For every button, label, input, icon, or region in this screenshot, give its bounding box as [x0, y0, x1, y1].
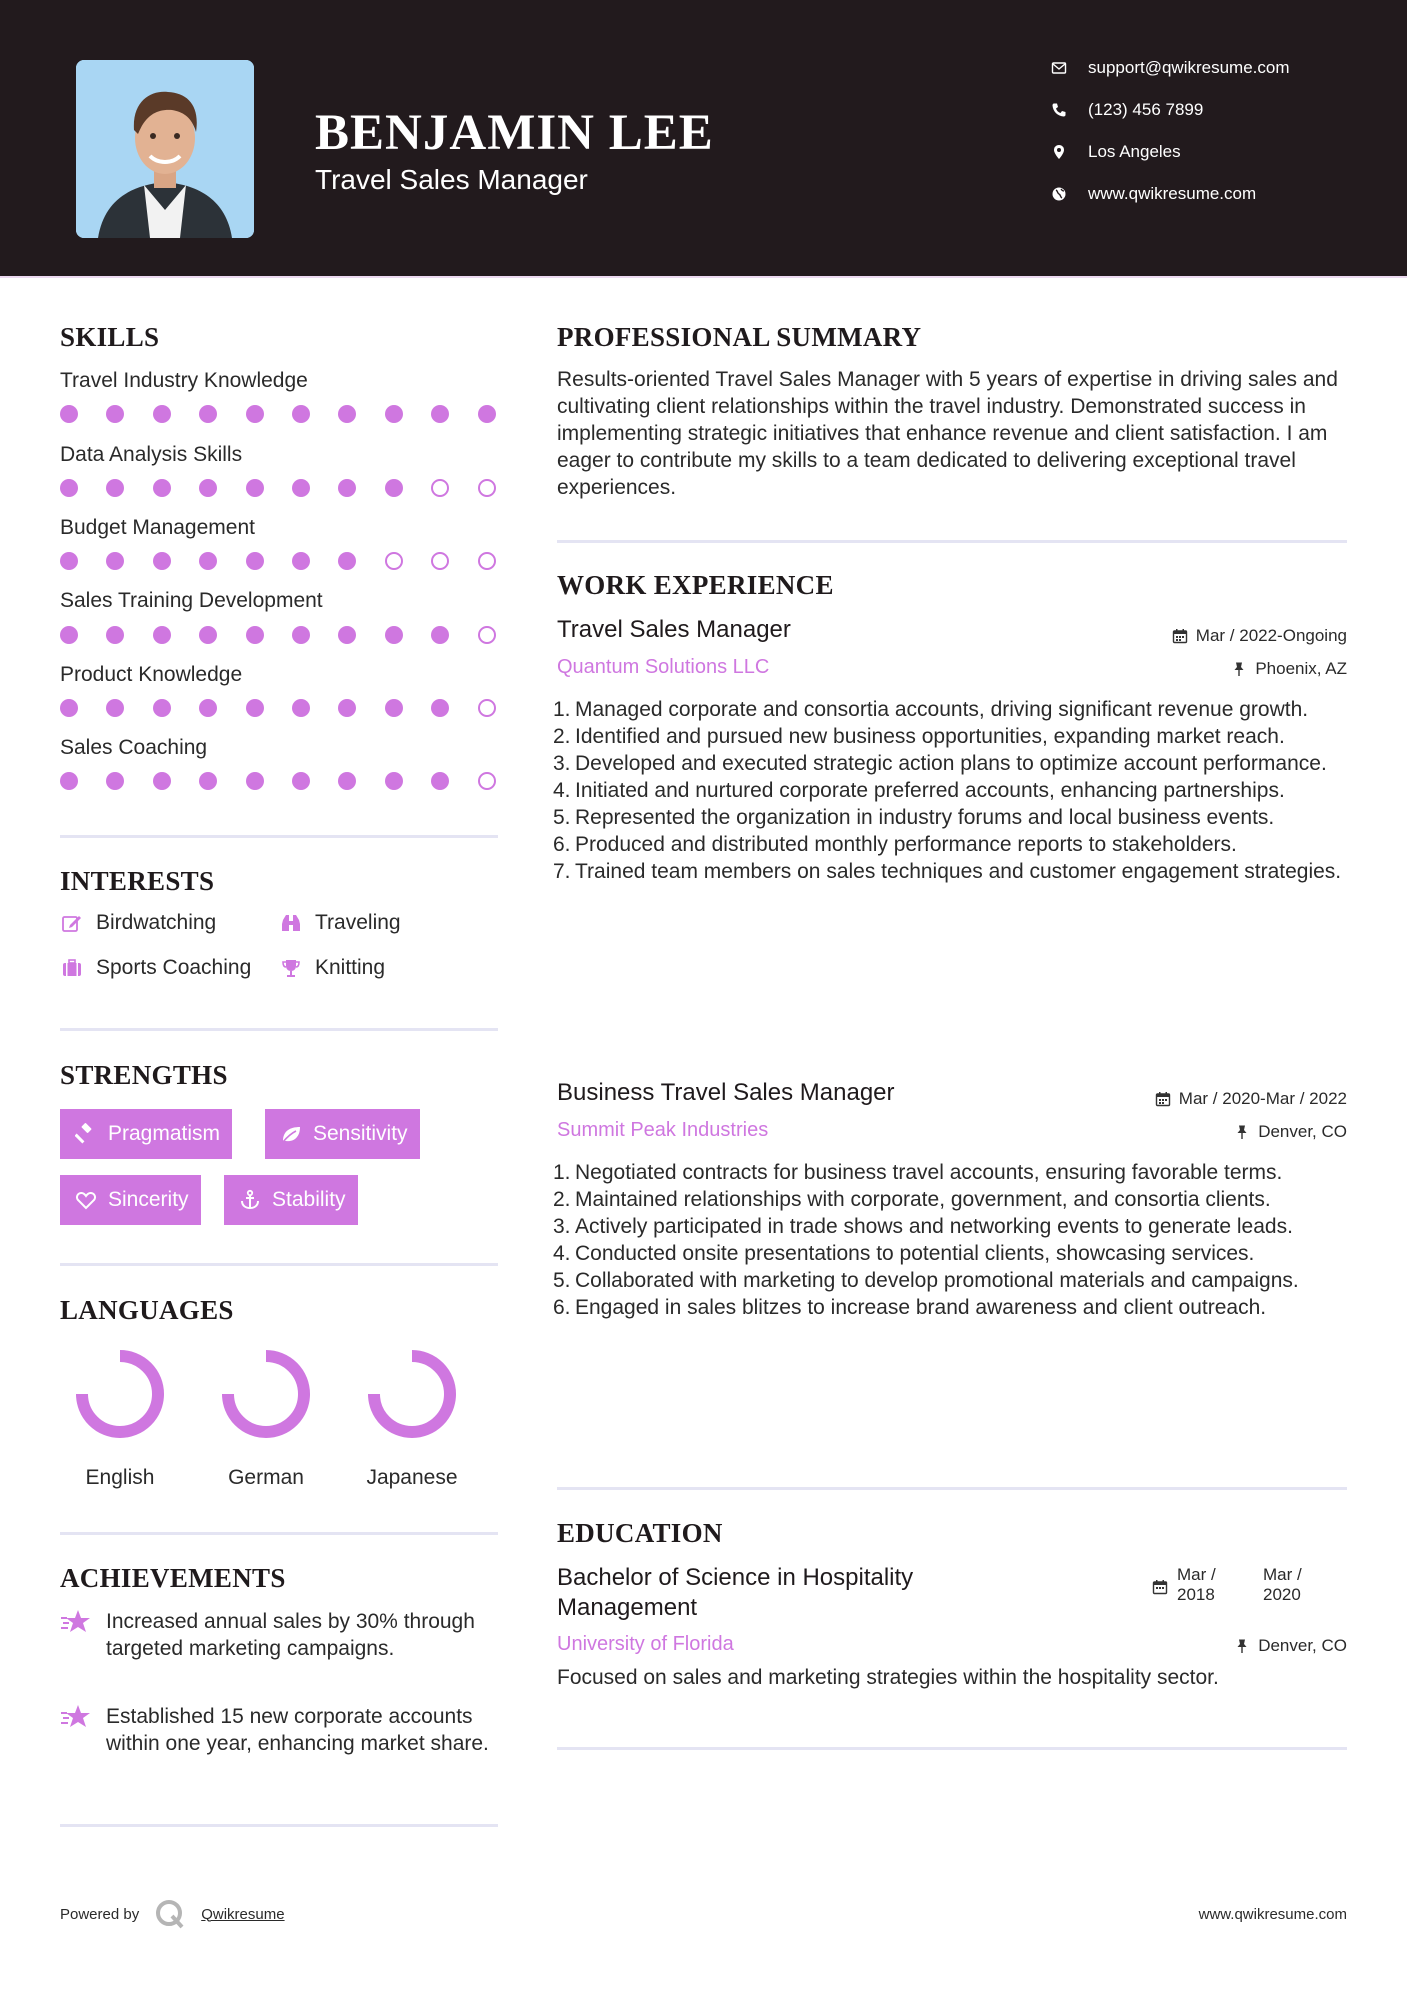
education-location: Denver, CO — [1234, 1636, 1347, 1656]
list-item: 3. Actively participated in trade shows and networking events to generate leads. — [553, 1215, 1293, 1238]
list-item: 4. Initiated and nurtured corporate preferred accounts, enhancing partnerships. — [553, 779, 1285, 802]
rating-dot-filled — [60, 405, 78, 423]
rating-dot-filled — [106, 699, 124, 717]
experience-heading: WORK EXPERIENCE — [557, 570, 834, 600]
rating-dot-filled — [385, 626, 403, 644]
skills-heading: SKILLS — [60, 322, 160, 352]
skill-rating — [60, 626, 500, 644]
rating-dot-filled — [153, 479, 171, 497]
skill-name: Sales Coaching — [60, 736, 208, 759]
language-item — [342, 1346, 482, 1490]
rating-dot-filled — [153, 772, 171, 790]
rating-dot-filled — [199, 772, 217, 790]
header-divider — [0, 276, 1407, 278]
list-item: 1. Managed corporate and consortia accounts, driving significant revenue growth. — [553, 698, 1309, 721]
pushpin-icon — [1234, 1638, 1250, 1654]
strength-chip: Pragmatism — [60, 1109, 232, 1159]
contact-location: Los Angeles — [1050, 142, 1181, 162]
summary-heading: PROFESSIONAL SUMMARY — [557, 322, 922, 352]
rating-dot-filled — [246, 772, 264, 790]
interest-item: Knitting — [279, 956, 385, 980]
resume-header — [0, 0, 1407, 276]
profile-photo — [76, 60, 254, 238]
language-item — [50, 1346, 190, 1490]
job-role: Business Travel Sales Manager — [557, 1079, 895, 1106]
rating-dot-filled — [478, 405, 496, 423]
skill-name: Travel Industry Knowledge — [60, 369, 308, 392]
rating-dot-filled — [292, 405, 310, 423]
skill-rating — [60, 405, 500, 423]
rating-dot-filled — [292, 626, 310, 644]
binoculars-icon — [279, 911, 303, 935]
section-divider — [60, 1263, 498, 1266]
section-divider — [60, 1532, 498, 1535]
skill-rating — [60, 772, 500, 790]
interest-item: Traveling — [279, 911, 401, 935]
section-divider — [60, 1028, 498, 1031]
rating-dot-filled — [431, 699, 449, 717]
section-divider — [557, 1747, 1347, 1750]
rating-dot-filled — [385, 479, 403, 497]
rating-dot-filled — [292, 772, 310, 790]
rating-dot-filled — [292, 552, 310, 570]
rating-dot-empty — [478, 772, 496, 790]
job-company: Summit Peak Industries — [557, 1119, 769, 1141]
rating-dot-empty — [385, 552, 403, 570]
language-name: Japanese — [366, 1466, 458, 1489]
strength-chip: Sensitivity — [265, 1109, 420, 1159]
achievement-item: Increased annual sales by 30% through targeted marketing campaigns. — [60, 1608, 500, 1662]
skill-rating — [60, 479, 500, 497]
job-date: Mar / 2022-Ongoing — [1172, 626, 1347, 646]
degree-title: Bachelor of Science in Hospitality Management — [557, 1564, 914, 1621]
job-bullets — [553, 696, 1347, 885]
achievement-item: Established 15 new corporate accounts within one year, enhancing market share. — [60, 1703, 500, 1757]
rating-dot-filled — [60, 479, 78, 497]
list-item: 3. Developed and executed strategic action plans to optimize account performance. — [553, 752, 1327, 775]
rating-dot-filled — [153, 405, 171, 423]
star-icon — [60, 1703, 92, 1731]
calendar-icon — [1152, 1579, 1168, 1595]
language-level-ring — [218, 1346, 314, 1442]
candidate-name: BENJAMIN LEE — [315, 105, 714, 161]
education-description: Focused on sales and marketing strategies within the hospitality sector. — [557, 1666, 1219, 1689]
list-item: 1. Negotiated contracts for business travel accounts, ensuring favorable terms. — [553, 1161, 1283, 1184]
rating-dot-filled — [199, 699, 217, 717]
rating-dot-empty — [478, 626, 496, 644]
pencil-square-icon — [60, 911, 84, 935]
person-avatar-icon — [76, 60, 254, 238]
rating-dot-filled — [431, 626, 449, 644]
strength-chip: Sincerity — [60, 1175, 201, 1225]
list-item: 6. Engaged in sales blitzes to increase brand awareness and client outreach. — [553, 1296, 1267, 1319]
heart-icon — [74, 1188, 98, 1212]
contact-phone[interactable]: (123) 456 7899 — [1050, 100, 1203, 120]
rating-dot-filled — [106, 626, 124, 644]
powered-by-text: Powered by — [60, 1905, 140, 1923]
interests-heading: INTERESTS — [60, 866, 215, 896]
rating-dot-filled — [106, 552, 124, 570]
rating-dot-filled — [338, 699, 356, 717]
language-level-arc — [374, 1356, 450, 1432]
skill-rating — [60, 552, 500, 570]
list-item: 4. Conducted onsite presentations to potential clients, showcasing services. — [553, 1242, 1255, 1265]
rating-dot-filled — [199, 479, 217, 497]
calendar-icon — [1155, 1091, 1171, 1107]
education-end-date: Mar / 2020 — [1263, 1565, 1302, 1604]
rating-dot-filled — [199, 405, 217, 423]
skill-name: Budget Management — [60, 516, 255, 539]
rating-dot-filled — [338, 552, 356, 570]
gavel-icon — [74, 1122, 98, 1146]
rating-dot-filled — [246, 405, 264, 423]
education-heading: EDUCATION — [557, 1518, 723, 1548]
footer-website[interactable]: www.qwikresume.com — [1198, 1906, 1347, 1923]
section-divider — [60, 835, 498, 838]
rating-dot-filled — [338, 479, 356, 497]
skill-rating — [60, 699, 500, 717]
language-name: English — [85, 1466, 155, 1489]
rating-dot-filled — [153, 552, 171, 570]
rating-dot-filled — [153, 699, 171, 717]
anchor-icon — [238, 1188, 262, 1212]
job-role: Travel Sales Manager — [557, 616, 791, 643]
rating-dot-filled — [106, 479, 124, 497]
trophy-icon — [279, 956, 303, 980]
job-location: Phoenix, AZ — [1231, 659, 1347, 679]
rating-dot-filled — [292, 479, 310, 497]
envelope-icon — [1050, 59, 1068, 77]
skill-name: Sales Training Development — [60, 589, 323, 612]
skill-name: Data Analysis Skills — [60, 443, 243, 466]
list-item: 5. Represented the organization in industry forums and local business events. — [553, 806, 1275, 829]
interest-item: Sports Coaching — [60, 956, 251, 980]
job-company: Quantum Solutions LLC — [557, 656, 770, 678]
contact-email[interactable]: support@qwikresume.com — [1050, 58, 1290, 78]
language-level-ring — [72, 1346, 168, 1442]
job-location: Denver, CO — [1234, 1122, 1347, 1142]
rating-dot-filled — [338, 772, 356, 790]
rating-dot-filled — [246, 479, 264, 497]
list-item: 2. Identified and pursued new business opportunities, expanding market reach. — [553, 725, 1285, 748]
rating-dot-empty — [478, 479, 496, 497]
candidate-title: Travel Sales Manager — [315, 164, 588, 195]
rating-dot-filled — [292, 699, 310, 717]
language-name: German — [228, 1466, 304, 1489]
rating-dot-filled — [431, 772, 449, 790]
leaf-icon — [279, 1122, 303, 1146]
rating-dot-filled — [385, 405, 403, 423]
brand-link[interactable]: Qwikresume — [201, 1905, 285, 1923]
star-icon — [60, 1608, 92, 1636]
job-bullets — [553, 1159, 1347, 1321]
rating-dot-filled — [338, 626, 356, 644]
rating-dot-filled — [60, 552, 78, 570]
summary-text: Results-oriented Travel Sales Manager with 5 years of expertise in driving sales and cultivating client relationships within the travel industry. Demonstrated success in implementing strategic initiatives that enhance revenue and client satisfaction. I am eager to contribute my skills to a team dedicated to delivering exceptional travel experiences. — [557, 368, 1338, 499]
rating-dot-empty — [431, 552, 449, 570]
qwikresume-logo-icon — [153, 1897, 187, 1931]
language-level-arc — [82, 1356, 158, 1432]
rating-dot-filled — [431, 405, 449, 423]
rating-dot-filled — [385, 772, 403, 790]
rating-dot-filled — [338, 405, 356, 423]
rating-dot-filled — [246, 552, 264, 570]
map-pin-icon — [1050, 143, 1068, 161]
strengths-heading: STRENGTHS — [60, 1060, 228, 1090]
calendar-icon — [1172, 628, 1188, 644]
rating-dot-empty — [478, 699, 496, 717]
rating-dot-filled — [60, 699, 78, 717]
globe-icon — [1050, 185, 1068, 203]
school-name: University of Florida — [557, 1633, 734, 1655]
rating-dot-filled — [246, 626, 264, 644]
suitcase-icon — [60, 956, 84, 980]
rating-dot-filled — [60, 626, 78, 644]
interest-item: Birdwatching — [60, 911, 216, 935]
section-divider — [557, 540, 1347, 543]
contact-website[interactable]: www.qwikresume.com — [1050, 184, 1256, 204]
skill-name: Product Knowledge — [60, 663, 243, 686]
phone-icon — [1050, 101, 1068, 119]
rating-dot-empty — [431, 479, 449, 497]
language-level-arc — [228, 1356, 304, 1432]
education-start-date: Mar / 2018 — [1177, 1565, 1216, 1604]
language-item — [196, 1346, 336, 1490]
footer-branding — [60, 1897, 285, 1931]
rating-dot-filled — [246, 699, 264, 717]
rating-dot-filled — [153, 626, 171, 644]
rating-dot-filled — [385, 699, 403, 717]
strength-chip: Stability — [224, 1175, 358, 1225]
pushpin-icon — [1231, 661, 1247, 677]
section-divider — [60, 1824, 498, 1827]
achievements-heading: ACHIEVEMENTS — [60, 1563, 286, 1593]
list-item: 5. Collaborated with marketing to develop promotional materials and campaigns. — [553, 1269, 1299, 1292]
list-item: 2. Maintained relationships with corporate, government, and consortia clients. — [553, 1188, 1271, 1211]
rating-dot-filled — [106, 772, 124, 790]
list-item: 7. Trained team members on sales techniques and customer engagement strategies. — [553, 860, 1342, 883]
job-date: Mar / 2020-Mar / 2022 — [1155, 1089, 1347, 1109]
rating-dot-filled — [60, 772, 78, 790]
rating-dot-filled — [199, 552, 217, 570]
pushpin-icon — [1234, 1124, 1250, 1140]
language-level-ring — [364, 1346, 460, 1442]
rating-dot-filled — [199, 626, 217, 644]
languages-heading: LANGUAGES — [60, 1295, 234, 1325]
section-divider — [557, 1487, 1347, 1490]
list-item: 6. Produced and distributed monthly performance reports to stakeholders. — [553, 833, 1237, 856]
rating-dot-empty — [478, 552, 496, 570]
rating-dot-filled — [106, 405, 124, 423]
